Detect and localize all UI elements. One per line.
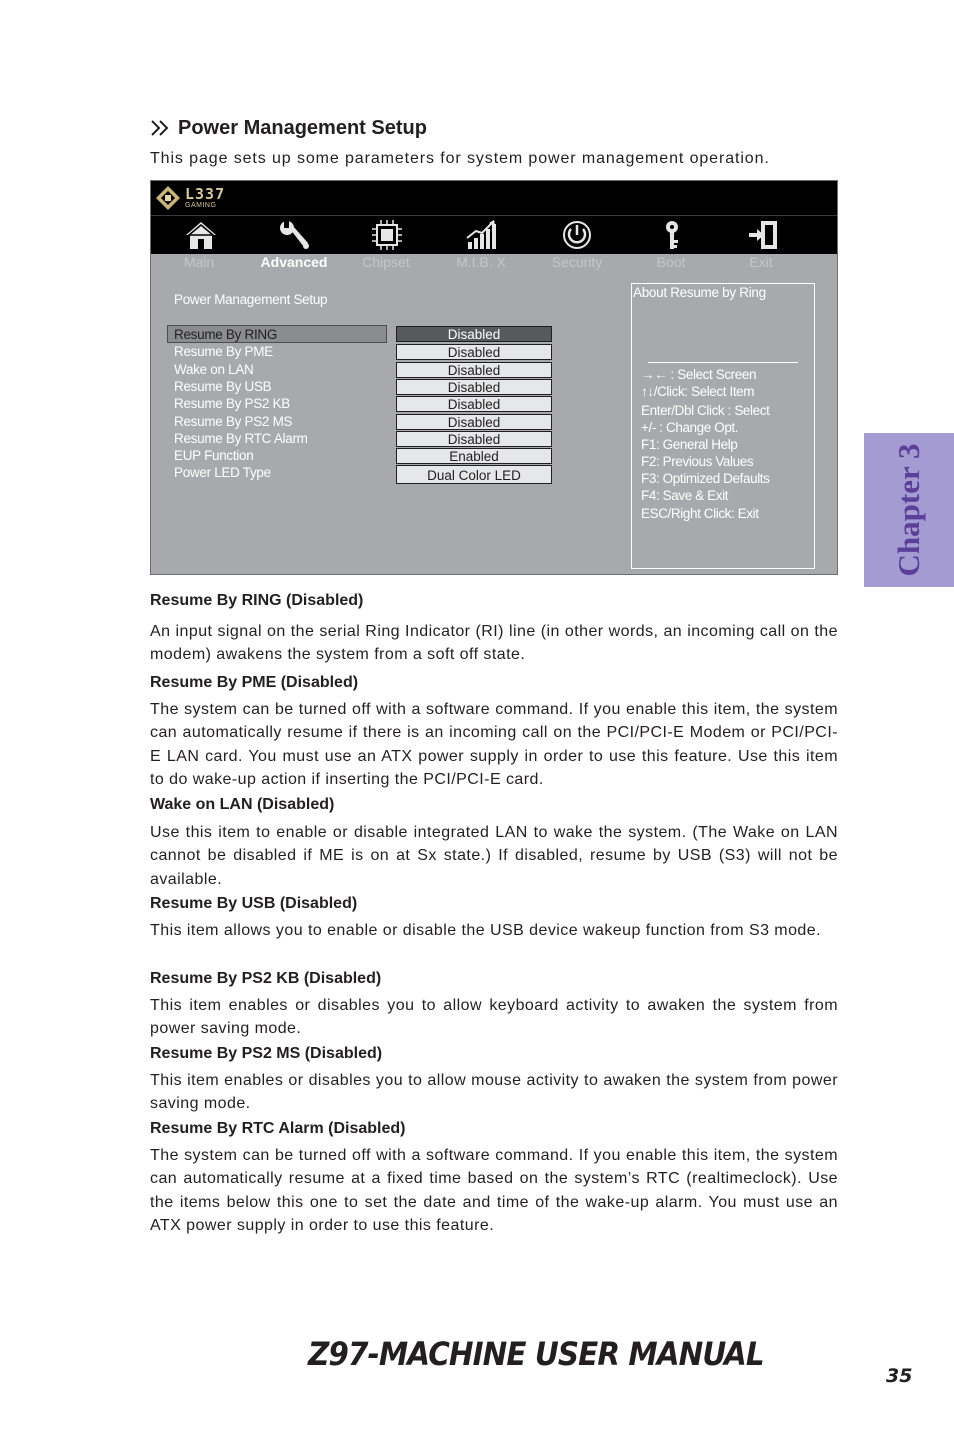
logo-sub: GAMING	[185, 202, 217, 209]
logo-brand: L337	[185, 185, 226, 203]
chapter-tab	[864, 433, 954, 587]
tab-security[interactable]: Security	[551, 254, 603, 270]
key-hint-select-item: ↑↓/Click: Select Item	[641, 384, 755, 399]
key-hint-save-exit: F4: Save & Exit	[641, 488, 729, 503]
value-resume-by-ps2-ms[interactable]: Disabled	[396, 414, 552, 430]
tab-exit[interactable]: Exit	[749, 254, 773, 270]
item-wake-on-lan[interactable]: Wake on LAN	[174, 362, 254, 377]
desc-text-wake-on-lan: Use this item to enable or disable integrated LAN to wake the system. (The Wake on LAN cannot be disabled if ME is on at Sx state.) If disabled, resume by USB (S3) will not be available.	[150, 824, 838, 888]
chip-icon[interactable]	[370, 218, 404, 252]
desc-title-resume-by-ring: Resume By RING (Disabled)	[150, 592, 364, 609]
manual-footer-title: Z97-MACHINE USER MANUAL	[308, 1335, 764, 1373]
item-resume-by-ps2-kb[interactable]: Resume By PS2 KB	[174, 396, 291, 411]
value-eup-function[interactable]: Enabled	[396, 448, 552, 464]
key-hint-previous-values: F2: Previous Values	[641, 454, 754, 469]
desc-text-resume-by-pme: The system can be turned off with a software command. If you enable this item, the system can automatically resume if there is an incoming call on the PCI/PCI-E Modem or PCI/PCI-E LAN card. You must use an ATX power supply in order to use this feature. Use this item to do wake-up action if inserting the PCI/PCI-E card.	[150, 701, 838, 788]
bios-logo-bar	[151, 181, 837, 215]
double-chevron-right-icon	[150, 119, 170, 137]
bios-screenshot	[150, 180, 838, 575]
item-power-led-type[interactable]: Power LED Type	[174, 465, 271, 480]
power-icon[interactable]	[560, 218, 594, 252]
value-power-led-type[interactable]: Dual Color LED	[396, 465, 552, 484]
tab-boot[interactable]: Boot	[656, 254, 686, 270]
wrench-icon[interactable]	[277, 218, 311, 252]
desc-title-resume-by-rtc-alarm: Resume By RTC Alarm (Disabled)	[150, 1120, 406, 1137]
key-icon[interactable]	[655, 218, 689, 252]
bios-tab-icon-bar	[151, 215, 837, 254]
desc-title-resume-by-ps2-ms: Resume By PS2 MS (Disabled)	[150, 1045, 383, 1062]
desc-text-resume-by-ps2-ms: This item enables or disables you to allow mouse activity to awaken the system from power saving mode.	[150, 1072, 838, 1113]
help-separator	[648, 362, 798, 363]
desc-text-resume-by-ring: An input signal on the serial Ring Indicator (RI) line (in other words, an incoming call on the modem) awakens the system from a soft off state.	[150, 623, 838, 664]
item-resume-by-ps2-ms[interactable]: Resume By PS2 MS	[174, 414, 293, 429]
bios-help-box	[631, 283, 815, 569]
home-icon[interactable]	[184, 218, 218, 252]
chart-icon[interactable]	[464, 218, 498, 252]
desc-text-resume-by-ps2-kb: This item enables or disables you to allow keyboard activity to awaken the system from power saving mode.	[150, 997, 838, 1038]
section-heading	[150, 114, 427, 142]
value-resume-by-ring[interactable]: Disabled	[396, 326, 552, 342]
item-eup-function[interactable]: EUP Function	[174, 448, 254, 463]
desc-title-resume-by-pme: Resume By PME (Disabled)	[150, 674, 359, 691]
help-title: About Resume by Ring	[633, 285, 766, 300]
value-resume-by-usb[interactable]: Disabled	[396, 379, 552, 395]
key-hint-optimized-defaults: F3: Optimized Defaults	[641, 471, 770, 486]
chapter-label: Chapter 3	[891, 443, 926, 577]
tab-advanced[interactable]: Advanced	[260, 254, 328, 270]
section-intro: This page sets up some parameters for system power management operation.	[150, 150, 770, 167]
exit-door-icon[interactable]	[747, 218, 781, 252]
item-resume-by-usb[interactable]: Resume By USB	[174, 379, 272, 394]
desc-text-resume-by-usb: This item allows you to enable or disable the USB device wakeup function from S3 mode.	[150, 922, 822, 939]
l337-gaming-logo	[155, 185, 225, 211]
tab-main[interactable]: Main	[183, 254, 215, 270]
desc-title-wake-on-lan: Wake on LAN (Disabled)	[150, 796, 335, 813]
value-wake-on-lan[interactable]: Disabled	[396, 362, 552, 378]
section-title: Power Management Setup	[178, 116, 427, 139]
page-number: 35	[886, 1365, 913, 1387]
key-hint-select-screen: →← : Select Screen	[641, 367, 757, 382]
bios-panel-title: Power Management Setup	[174, 292, 328, 307]
key-hint-general-help: F1: General Help	[641, 437, 738, 452]
l337-emblem-icon	[155, 185, 181, 211]
value-resume-by-ps2-kb[interactable]: Disabled	[396, 396, 552, 412]
item-resume-by-rtc-alarm[interactable]: Resume By RTC Alarm	[174, 431, 308, 446]
desc-text-resume-by-rtc-alarm: The system can be turned off with a software command. If you enable this item, the system can automatically resume at a fixed time based on the system’s RTC (realtimeclock). Use the items below this one to set the date and time of the wake-up alarm. You must use an ATX power supply in order to use this feature.	[150, 1147, 838, 1234]
key-hint-exit: ESC/Right Click: Exit	[641, 506, 759, 521]
item-resume-by-pme[interactable]: Resume By PME	[174, 344, 273, 359]
desc-title-resume-by-usb: Resume By USB (Disabled)	[150, 895, 358, 912]
value-resume-by-rtc-alarm[interactable]: Disabled	[396, 431, 552, 447]
tab-mib-x[interactable]: M.I.B. X	[456, 254, 506, 270]
key-hint-change-opt: +/- : Change Opt.	[641, 420, 739, 435]
key-hint-select: Enter/Dbl Click : Select	[641, 403, 770, 418]
tab-chipset[interactable]: Chipset	[362, 254, 410, 270]
value-resume-by-pme[interactable]: Disabled	[396, 344, 552, 360]
item-resume-by-ring[interactable]: Resume By RING	[174, 327, 278, 342]
desc-title-resume-by-ps2-kb: Resume By PS2 KB (Disabled)	[150, 970, 382, 987]
